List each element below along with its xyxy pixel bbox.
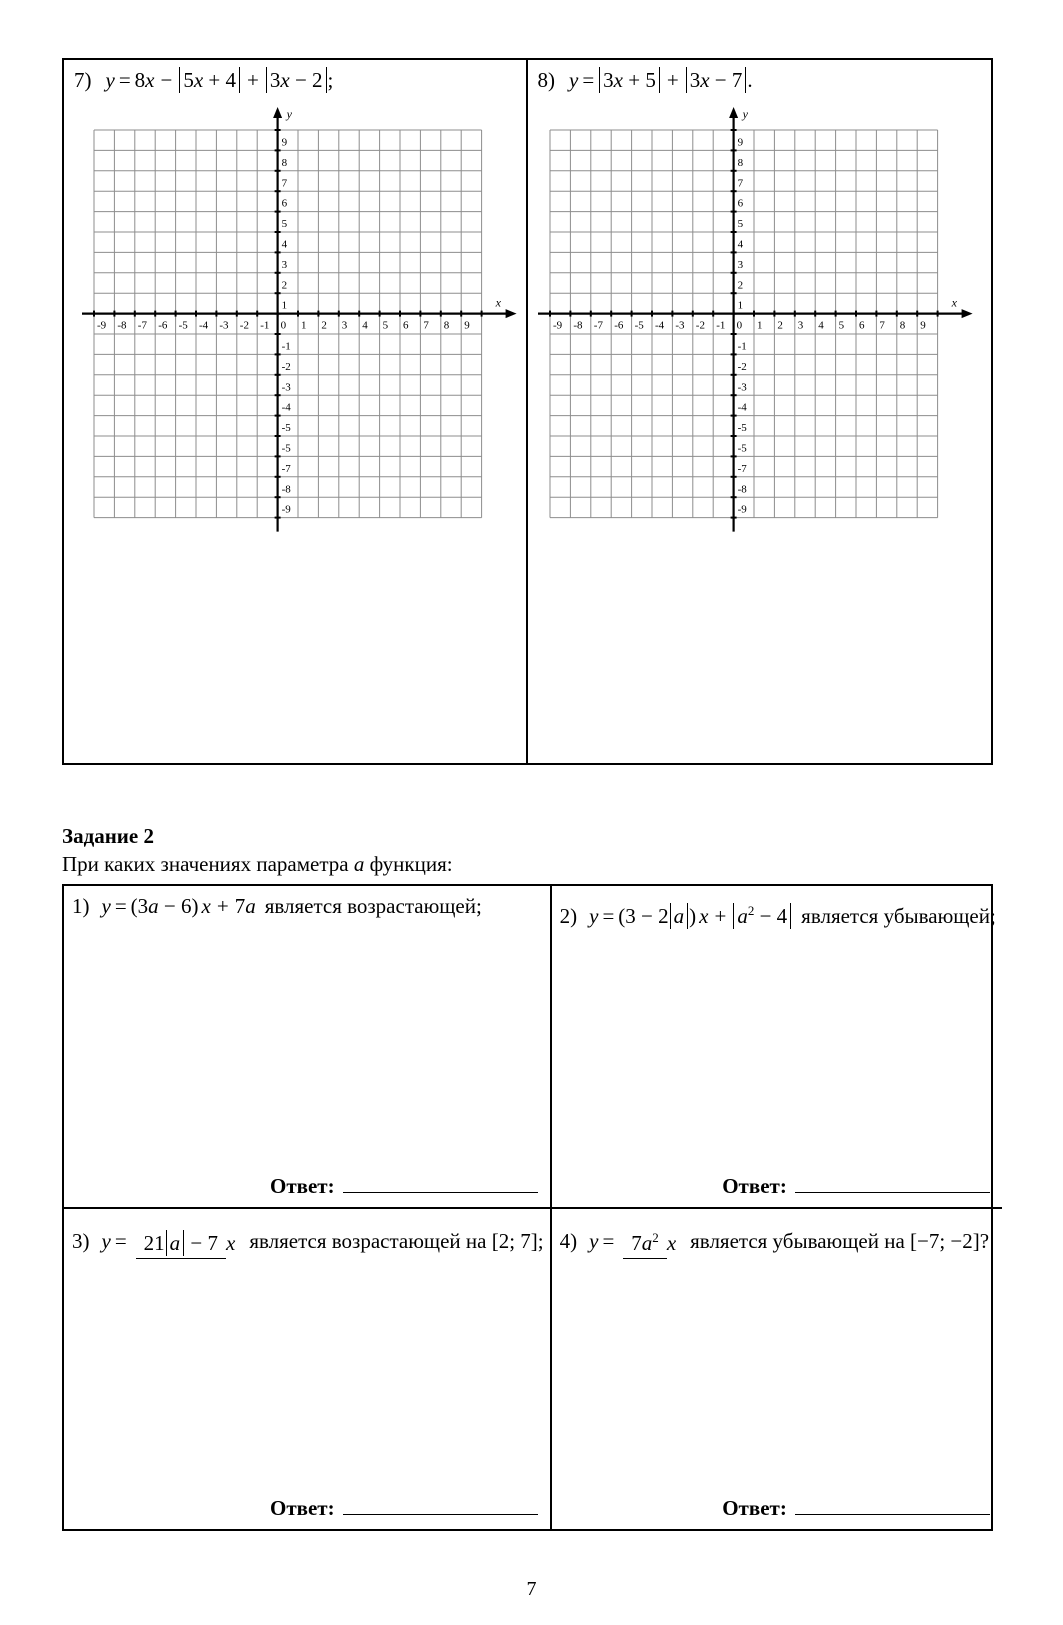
svg-text:4: 4 <box>281 238 288 251</box>
svg-text:9: 9 <box>737 136 743 149</box>
svg-text:-8: -8 <box>737 483 747 496</box>
svg-text:3: 3 <box>797 319 803 332</box>
task2-item-2 <box>552 886 1002 1209</box>
svg-text:-9: -9 <box>281 503 291 516</box>
svg-text:-7: -7 <box>281 462 291 475</box>
plotting-problems-table <box>62 58 993 765</box>
fraction-denominator: x <box>226 1231 236 1256</box>
svg-text:-5: -5 <box>634 319 644 332</box>
task2-item-2-text: является убывающей; <box>801 904 996 928</box>
svg-text:5: 5 <box>382 319 389 332</box>
svg-text:-1: -1 <box>281 340 291 353</box>
problem-8-number: 8) <box>537 68 555 92</box>
svg-text:3: 3 <box>281 258 288 271</box>
svg-text:-4: -4 <box>654 319 664 332</box>
svg-text:x: x <box>495 295 501 310</box>
task2-item-3 <box>64 1209 552 1529</box>
svg-text:-3: -3 <box>281 381 291 394</box>
svg-text:x: x <box>951 295 957 310</box>
svg-text:7: 7 <box>423 319 429 332</box>
answer-blank-line <box>795 1171 990 1193</box>
svg-text:-4: -4 <box>281 401 291 414</box>
svg-text:-1: -1 <box>260 319 270 332</box>
svg-text:y: y <box>742 107 748 121</box>
svg-text:-6: -6 <box>158 319 168 332</box>
task2-item-4-number: 4) <box>559 1229 578 1253</box>
answer-blank-line <box>343 1493 538 1515</box>
svg-text:9: 9 <box>281 136 288 149</box>
page-number: 7 <box>526 1578 537 1600</box>
svg-text:-8: -8 <box>281 483 291 496</box>
svg-text:1: 1 <box>756 319 762 332</box>
svg-text:-1: -1 <box>737 340 747 353</box>
svg-text:4: 4 <box>362 319 368 332</box>
fraction-denominator: x <box>666 1231 677 1256</box>
svg-text:-5: -5 <box>281 442 291 455</box>
svg-text:-9: -9 <box>97 319 107 332</box>
coordinate-grid <box>82 106 520 536</box>
svg-text:-9: -9 <box>552 319 562 332</box>
svg-text:6: 6 <box>403 319 409 332</box>
task2-table <box>62 884 996 1531</box>
svg-text:5: 5 <box>838 319 844 332</box>
task2-heading: Задание 2 <box>62 824 154 848</box>
task2-item-1-formula: 1) y = (3a − 6) x + 7a является возрастающей; <box>72 894 482 918</box>
svg-text:7: 7 <box>281 177 288 190</box>
answer-label: Ответ: <box>270 1174 335 1198</box>
problem-8-cell <box>528 60 992 763</box>
problem-7-cell <box>64 60 528 763</box>
fraction-numerator: 21 a − 7 <box>136 1231 226 1259</box>
svg-text:-4: -4 <box>199 319 209 332</box>
svg-text:-5: -5 <box>737 422 747 435</box>
task2-item-4-answer <box>722 1493 990 1521</box>
task2-item-1 <box>64 886 552 1209</box>
abs-value-bars: 5x + 4 <box>179 67 240 93</box>
fraction <box>136 1231 236 1255</box>
svg-text:2: 2 <box>737 279 743 292</box>
task2-item-1-text: является возрастающей; <box>264 894 482 918</box>
task2-item-3-answer <box>270 1493 538 1521</box>
task2-item-2-number: 2) <box>559 904 578 928</box>
svg-text:5: 5 <box>281 218 288 231</box>
coordinate-grid <box>538 106 976 536</box>
svg-text:-9: -9 <box>737 503 747 516</box>
svg-text:-5: -5 <box>281 422 291 435</box>
answer-label: Ответ: <box>270 1496 335 1520</box>
task2-intro: При каких значениях параметра a функция: <box>62 852 453 876</box>
coordinate-grid-problem-8 <box>538 106 992 541</box>
problem-8-formula: 8) y = 3x + 5 + 3x − 7 . <box>537 68 753 92</box>
svg-text:9: 9 <box>919 319 926 332</box>
svg-text:-8: -8 <box>117 319 127 332</box>
svg-text:-7: -7 <box>737 462 747 475</box>
svg-text:1: 1 <box>301 319 307 332</box>
task2-item-4 <box>552 1209 1002 1529</box>
answer-label: Ответ: <box>722 1496 787 1520</box>
svg-text:2: 2 <box>281 279 288 292</box>
svg-text:-6: -6 <box>613 319 623 332</box>
svg-text:9: 9 <box>464 319 470 332</box>
answer-label: Ответ: <box>722 1174 787 1198</box>
task2-item-3-formula: 3) y = 21 a − 7 x является возрастающей на [2; 7]; <box>72 1217 544 1255</box>
abs-value-bars: $a^2 - 4$ <box>733 903 791 929</box>
task2-item-1-number: 1) <box>72 894 90 918</box>
problem-7-number: 7) <box>74 68 92 92</box>
coordinate-grid-problem-7 <box>82 106 526 541</box>
answer-blank-line <box>795 1493 990 1515</box>
svg-text:-4: -4 <box>737 401 747 414</box>
task2-item-3-text: является возрастающей на [2; 7]; <box>249 1229 544 1253</box>
task2-item-4-formula: 4) $y = 7a^2$ x является убывающей на [−7; −2]? <box>560 1217 996 1255</box>
abs-value-bars: 3x − 2 <box>266 67 327 93</box>
abs-value-bars: a <box>166 1230 185 1256</box>
svg-text:2: 2 <box>321 319 327 332</box>
svg-text:6: 6 <box>281 197 288 210</box>
svg-text:-7: -7 <box>137 319 147 332</box>
svg-text:-8: -8 <box>572 319 583 332</box>
svg-text:8: 8 <box>443 319 450 332</box>
svg-text:-3: -3 <box>737 381 747 394</box>
svg-text:6: 6 <box>737 197 743 210</box>
svg-text:3: 3 <box>341 319 348 332</box>
svg-text:-2: -2 <box>239 319 249 332</box>
svg-text:-3: -3 <box>219 319 229 332</box>
svg-text:0: 0 <box>736 319 742 332</box>
fraction-numerator: $7a^2$ <box>623 1231 667 1259</box>
svg-text:8: 8 <box>899 319 905 332</box>
svg-text:8: 8 <box>281 156 288 169</box>
svg-text:7: 7 <box>737 177 743 190</box>
svg-text:-5: -5 <box>737 442 747 455</box>
abs-value-bars: 3x − 7 <box>686 67 747 93</box>
svg-text:-3: -3 <box>674 319 685 332</box>
svg-text:-1: -1 <box>715 319 725 332</box>
svg-text:y: y <box>286 107 292 121</box>
svg-text:2: 2 <box>776 319 783 332</box>
svg-text:1: 1 <box>737 299 743 312</box>
svg-text:4: 4 <box>737 238 743 251</box>
svg-text:7: 7 <box>878 319 885 332</box>
svg-text:1: 1 <box>281 299 288 312</box>
answer-blank-line <box>343 1171 538 1193</box>
svg-text:3: 3 <box>737 258 743 271</box>
svg-text:-2: -2 <box>281 360 291 373</box>
svg-text:6: 6 <box>858 319 864 332</box>
svg-text:5: 5 <box>737 218 743 231</box>
task2-item-3-number: 3) <box>72 1229 90 1253</box>
abs-value-bars: a <box>670 903 689 929</box>
task2-item-4-text: является убывающей на [−7; −2]? <box>690 1229 990 1253</box>
svg-text:-2: -2 <box>695 319 705 332</box>
svg-text:-7: -7 <box>593 319 603 332</box>
task2-item-1-answer <box>270 1171 538 1199</box>
problem-7-formula: 7) y = 8x − 5x + 4 + 3x − 2 ; <box>74 68 334 92</box>
abs-value-bars: 3x + 5 <box>599 67 660 93</box>
task2-item-2-formula: 2) y = (3 − 2 a ) $x + a^2 - 4$ является убывающей; <box>559 903 996 928</box>
svg-text:-5: -5 <box>178 319 188 332</box>
svg-text:0: 0 <box>280 319 287 332</box>
svg-text:-2: -2 <box>737 360 747 373</box>
svg-text:8: 8 <box>737 156 743 169</box>
fraction <box>623 1231 676 1255</box>
task2-item-2-answer <box>722 1171 990 1199</box>
svg-text:4: 4 <box>817 319 824 332</box>
